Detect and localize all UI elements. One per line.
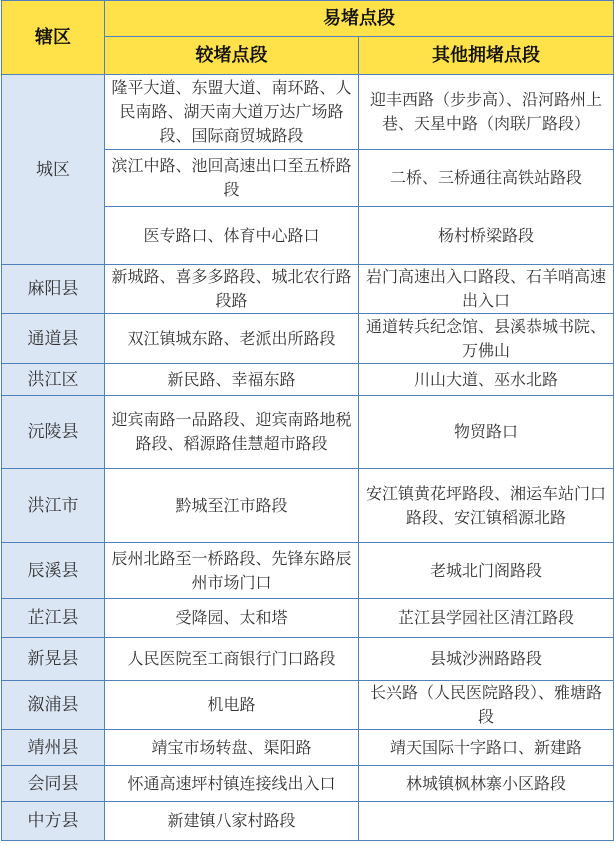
other-congestion-cell: 二桥、三桥通往高铁站路段 xyxy=(359,150,614,207)
table-row xyxy=(2,314,614,364)
district-cell: 洪江区 xyxy=(2,364,105,396)
district-cell: 会同县 xyxy=(2,766,105,802)
major-congestion-cell: 迎宾南路一品路段、迎宾南路地税路段、稻源路佳慧超市路段 xyxy=(105,396,359,469)
district-cell: 通道县 xyxy=(2,314,105,364)
other-congestion-cell: 杨村桥梁路段 xyxy=(359,207,614,265)
table-row xyxy=(2,364,614,396)
major-congestion-cell: 受降园、太和塔 xyxy=(105,599,359,638)
other-congestion-cell: 川山大道、巫水北路 xyxy=(359,364,614,396)
other-congestion-header: 其他拥堵点段 xyxy=(359,37,614,75)
other-congestion-cell: 林城镇枫林寨小区路段 xyxy=(359,766,614,802)
other-congestion-cell: 通道转兵纪念馆、县溪恭城书院、万佛山 xyxy=(359,314,614,364)
district-cell: 中方县 xyxy=(2,802,105,841)
major-congestion-cell: 新城路、喜多多路段、城北农行路段路 xyxy=(105,265,359,314)
major-congestion-cell: 怀通高速坪村镇连接线出入口 xyxy=(105,766,359,802)
table-row xyxy=(2,730,614,766)
table-row xyxy=(2,543,614,599)
other-congestion-cell: 物贸路口 xyxy=(359,396,614,469)
district-cell: 辰溪县 xyxy=(2,543,105,599)
major-congestion-cell: 新民路、幸福东路 xyxy=(105,364,359,396)
table-row xyxy=(2,681,614,730)
table-row xyxy=(2,599,614,638)
table-row xyxy=(2,766,614,802)
major-congestion-header: 较堵点段 xyxy=(105,37,359,75)
major-congestion-cell: 人民医院至工商银行门口路段 xyxy=(105,638,359,681)
district-cell: 新晃县 xyxy=(2,638,105,681)
congestion-table xyxy=(1,0,614,841)
district-cell: 芷江县 xyxy=(2,599,105,638)
district-cell: 沅陵县 xyxy=(2,396,105,469)
major-congestion-cell: 滨江中路、池回高速出口至五桥路段 xyxy=(105,150,359,207)
major-congestion-cell: 机电路 xyxy=(105,681,359,730)
table-row xyxy=(2,469,614,543)
major-congestion-cell: 靖宝市场转盘、渠阳路 xyxy=(105,730,359,766)
table-row xyxy=(2,265,614,314)
major-congestion-cell: 双江镇城东路、老派出所路段 xyxy=(105,314,359,364)
congestion-group-header: 易堵点段 xyxy=(105,1,614,37)
other-congestion-cell: 芷江县学园社区清江路段 xyxy=(359,599,614,638)
table-row xyxy=(2,75,614,150)
other-congestion-cell: 岩门高速出入口路段、石羊哨高速出入口 xyxy=(359,265,614,314)
district-cell: 靖州县 xyxy=(2,730,105,766)
table-row xyxy=(2,802,614,841)
other-congestion-cell: 安江镇黄花坪路段、湘运车站门口路段、安江镇稻源北路 xyxy=(359,469,614,543)
major-congestion-cell: 新建镇八家村路段 xyxy=(105,802,359,841)
other-congestion-cell: 县城沙洲路路段 xyxy=(359,638,614,681)
district-cell: 麻阳县 xyxy=(2,265,105,314)
district-cell: 洪江市 xyxy=(2,469,105,543)
major-congestion-cell: 辰州北路至一桥路段、先锋东路辰州市场门口 xyxy=(105,543,359,599)
other-congestion-cell: 靖天国际十字路口、新建路 xyxy=(359,730,614,766)
other-congestion-cell: 长兴路（人民医院路段）、雅塘路段 xyxy=(359,681,614,730)
table-row xyxy=(2,638,614,681)
major-congestion-cell: 隆平大道、东盟大道、南环路、人民南路、湖天南大道万达广场路段、国际商贸城路段 xyxy=(105,75,359,150)
table-row xyxy=(2,396,614,469)
district-cell: 溆浦县 xyxy=(2,681,105,730)
other-congestion-cell: 老城北门阁路段 xyxy=(359,543,614,599)
district-header: 辖区 xyxy=(2,1,105,75)
major-congestion-cell: 黔城至江市路段 xyxy=(105,469,359,543)
major-congestion-cell: 医专路口、体育中心路口 xyxy=(105,207,359,265)
district-cell: 城区 xyxy=(2,75,105,265)
other-congestion-cell xyxy=(359,802,614,841)
other-congestion-cell: 迎丰西路（步步高）、沿河路州上巷、天星中路（肉联厂路段） xyxy=(359,75,614,150)
